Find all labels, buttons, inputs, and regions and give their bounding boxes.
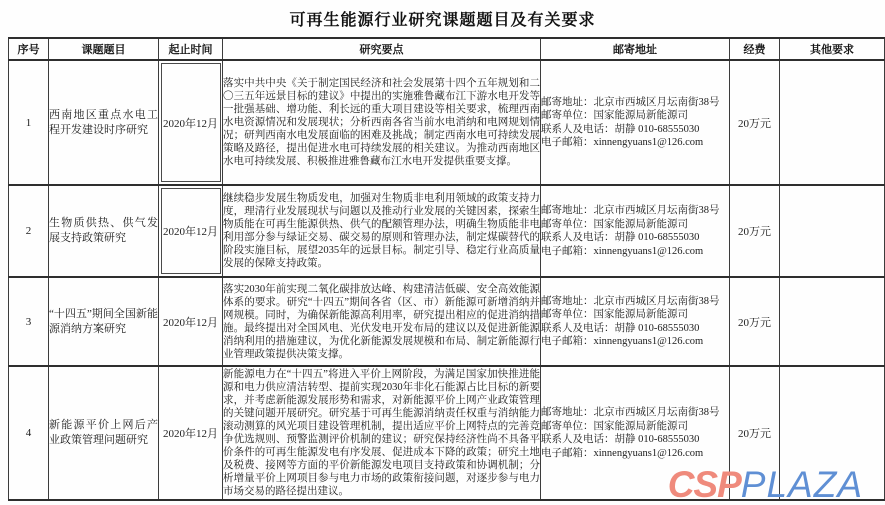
address-line: 电子邮箱：xinnengyuans1@126.com: [541, 245, 704, 257]
address-line: 邮寄单位：国家能源局新能源司: [541, 110, 688, 121]
cspplaza-logo-csp: CSP: [667, 464, 741, 505]
period-box: 2020年12月: [161, 188, 221, 274]
header-period: 起止时间: [159, 38, 223, 60]
address-line: 邮寄地址：北京市西城区月坛南街38号: [541, 205, 720, 216]
address-line: 邮寄单位：国家能源局新能源司: [541, 218, 688, 230]
address-line: 联系人及电话：胡静 010-68555030: [541, 434, 700, 445]
period-box: 2020年12月: [163, 428, 218, 440]
header-other: 其他要求: [780, 38, 885, 60]
header-points: 研究要点: [223, 38, 541, 60]
header-address: 邮寄地址: [541, 38, 730, 60]
research-topics-table: [8, 37, 885, 501]
address-line: 电子邮箱：xinnengyuans1@126.com: [541, 447, 704, 459]
fund-cell: 20万元: [730, 277, 780, 366]
other-cell: [780, 185, 885, 277]
serial-cell: 3: [9, 277, 49, 366]
period-cell: [159, 185, 223, 277]
table-row: [9, 277, 885, 366]
table-row: [9, 185, 885, 277]
header-serial: 序号: [9, 38, 49, 60]
address-line: 邮寄地址：北京市西城区月坛南街38号: [541, 295, 720, 307]
address-line: 联系人及电话：胡静 010-68555030: [541, 123, 700, 135]
serial-cell: 4: [9, 366, 49, 500]
address-cell: [541, 60, 730, 185]
topic-cell: 西南地区重点水电工程开发建设时序研究: [49, 60, 159, 185]
period-cell: [159, 277, 223, 366]
address-cell: [541, 366, 730, 500]
header-topic: 课题题目: [49, 38, 159, 60]
table-row: [9, 60, 885, 185]
period-cell: [159, 60, 223, 185]
points-cell: 新能源电力在“十四五”将进入平价上网阶段，为满足国家加快推进能源和电力供应清洁转型、提前实现2030年非化石能源占比目标的新要求，并考虑新能源发展形势和需求，对新能源平价上网产业政策管理的关键问题开展研究。研究基于可再生能源消纳责任权重与消纳能力滚动测算的风光项目建设管理机制，提出适应平价上网特点的完善竞争优选规则、预警监测评价机制的建议；研究保持经济性尚不具备平价条件的可再生能源发电有序发展、促进成本下降的政策；研究土地及税费、接网等方面的平价新能源发电项目支持政策和协调机制；分析增量平价上网项目参与电力市场的政策衔接问题，对逐步参与电力市场交易的路径提出建议。: [223, 366, 541, 500]
serial-cell: 2: [9, 185, 49, 277]
address-line: 邮寄单位：国家能源局新能源司: [541, 309, 688, 320]
header-row: [9, 38, 885, 60]
header-fund: 经费: [730, 38, 780, 60]
points-cell: 落实中共中央《关于制定国民经济和社会发展第十四个五年规划和二〇三五年远景目标的建议》中提出的实施雅鲁藏布江下游水电开发等一批强基础、增功能、利长远的重大项目建设等相关要求，梳理西南水电资源情况和发展现状；分析西南各省当前水电消纳和电网规划情况；研判西南水电发展面临的困难及挑战；制定西南水电可持续发展策略及路径，提出促进水电可持续发展的相关建议。为推动西南地区水电可持续发展、积极推进雅鲁藏布江水电开发提供重要支撑。: [223, 60, 541, 185]
topic-cell: 生物质供热、供气发展支持政策研究: [49, 185, 159, 277]
address-line: 邮寄地址：北京市西城区月坛南街38号: [541, 96, 720, 108]
period-box: 2020年12月: [161, 63, 221, 182]
other-cell: [780, 60, 885, 185]
period-cell: [159, 366, 223, 500]
address-line: 邮寄地址：北京市西城区月坛南街38号: [541, 407, 720, 418]
address-cell: [541, 277, 730, 366]
address-line: 联系人及电话：胡静 010-68555030: [541, 232, 700, 243]
topic-cell: “十四五”期间全国新能源消纳方案研究: [49, 277, 159, 366]
cspplaza-logo-plaza: PLAZA: [740, 464, 863, 505]
address-cell: [541, 185, 730, 277]
fund-cell: 20万元: [730, 366, 780, 500]
address-line: 电子邮箱：xinnengyuans1@126.com: [541, 137, 704, 148]
other-cell: [780, 277, 885, 366]
points-cell: 继续稳步发展生物质发电，加强对生物质非电利用领域的政策支持力度，理清行业发展现状与问题以及推动行业发展的关键因素，探索生物质能在可再生能源供热、供气的配额管理办法，明确生物质能非电利用部分参与绿证交易、碳交易的原则和管理办法，制定煤碳替代的阶段实施目标，展望2035年的远景目标。制定引导、稳定行业高质量发展的保障支持政策。: [223, 185, 541, 277]
period-box: 2020年12月: [163, 316, 218, 329]
topic-cell: 新能源平价上网后产业政策管理问题研究: [49, 366, 159, 500]
other-cell: [780, 366, 885, 500]
address-line: 邮寄单位：国家能源局新能源司: [541, 420, 688, 432]
table-row: [9, 366, 885, 500]
serial-cell: 1: [9, 60, 49, 185]
page-title: 可再生能源行业研究课题题目及有关要求: [289, 12, 596, 29]
points-cell: 落实2030年前实现二氧化碳排放达峰、构建清洁低碳、安全高效能源体系的要求。研究“十四五”期间各省（区、市）新能源可新增消纳并网规模。同时，为确保新能源高利用率，研究提出相应的促进消纳措施。最终提出对全国风电、光伏发电开发布局的建议以及促进新能源消纳利用的措施建议，为优化新能源发展规模和布局、制定新能源行业管理政策提供决策支撑。: [223, 277, 541, 366]
fund-cell: 20万元: [730, 60, 780, 185]
address-line: 电子邮箱：xinnengyuans1@126.com: [541, 336, 704, 347]
fund-cell: 20万元: [730, 185, 780, 277]
address-line: 联系人及电话：胡静 010-68555030: [541, 322, 700, 334]
